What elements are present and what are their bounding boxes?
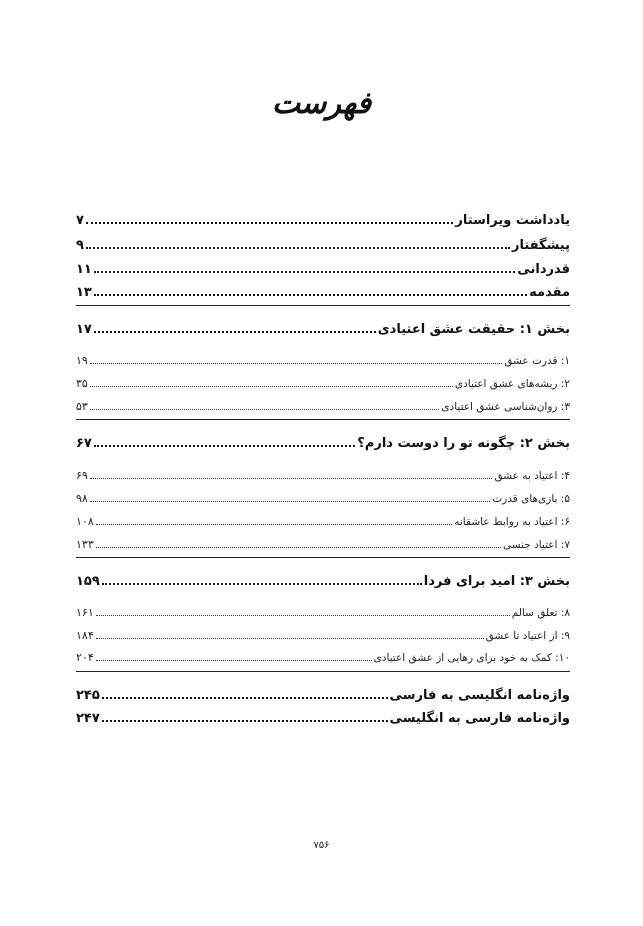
toc-entry[interactable]: [76, 280, 570, 300]
entry-label: پیشگفتار: [511, 238, 570, 253]
entry-label: یادداشت ویراستار: [455, 213, 570, 228]
entry-label: واژه‌نامه فارسی به انگلیسی: [389, 711, 570, 726]
page-number: ۷۵۶: [313, 840, 330, 851]
toc-entry[interactable]: [76, 462, 570, 482]
section-divider: [76, 419, 570, 420]
toc-entry[interactable]: [76, 208, 570, 228]
entry-label: ۱۰: کمک به خود برای رهایی از عشق اعتیادی: [373, 652, 570, 664]
entry-page: ۷: [76, 213, 84, 228]
toc-entry[interactable]: [76, 683, 570, 703]
entry-page: ۱۹: [76, 354, 88, 367]
dot-leader: [90, 363, 502, 364]
entry-label: ۵: بازی‌های قدرت: [492, 493, 570, 505]
toc-entry[interactable]: [76, 531, 570, 551]
entry-page: ۲۴۵: [76, 688, 100, 703]
toc-entry[interactable]: [76, 257, 570, 277]
entry-page: ۹: [76, 238, 84, 253]
entry-label: بخش ۳: امید برای فردا: [423, 574, 570, 589]
dot-leader: [96, 615, 510, 616]
entry-page: ۳۵: [76, 377, 88, 390]
dot-leader: [94, 271, 515, 273]
entry-page: ۲۴۷: [76, 711, 100, 726]
dot-leader: [86, 222, 453, 224]
dot-leader: [96, 638, 484, 639]
toc-entry[interactable]: [76, 347, 570, 367]
entry-label: ۴: اعتیاد به عشق: [494, 470, 570, 482]
entry-label: بخش ۱: حقیقت عشق اعتیادی: [377, 322, 570, 337]
toc-part-heading[interactable]: [76, 569, 570, 589]
dot-leader: [90, 386, 453, 387]
entry-page: ۱۰۸: [76, 515, 94, 528]
toc-entry[interactable]: [76, 622, 570, 642]
dot-leader: [102, 583, 422, 585]
dot-leader: [94, 294, 527, 296]
entry-label: مقدمه: [529, 285, 570, 300]
section-divider: [76, 671, 570, 672]
entry-page: ۱۳: [76, 285, 92, 300]
toc-entry[interactable]: [76, 644, 570, 664]
toc-entry[interactable]: [76, 508, 570, 528]
dot-leader: [96, 660, 372, 661]
entry-page: ۱۵۹: [76, 574, 100, 589]
entry-page: ۱۳۳: [76, 538, 94, 551]
entry-page: ۶۹: [76, 469, 88, 482]
entry-page: ۱۸۴: [76, 629, 94, 642]
entry-label: بخش ۲: چگونه تو را دوست دارم؟: [357, 436, 570, 451]
entry-page: ۱۱: [76, 262, 92, 277]
dot-leader: [90, 501, 490, 502]
toc-entry[interactable]: [76, 706, 570, 726]
entry-label: ۸: تعلق سالم: [511, 607, 570, 619]
entry-page: ۱۶۱: [76, 606, 94, 619]
entry-page: ۱۷: [76, 322, 92, 337]
dot-leader: [102, 697, 388, 699]
entry-label: ۲: ریشه‌های عشق اعتیادی: [454, 378, 570, 390]
page-title: فهرست: [271, 86, 372, 121]
toc-entry[interactable]: [76, 233, 570, 253]
entry-label: ۱: قدرت عشق: [504, 355, 570, 367]
dot-leader: [102, 720, 388, 722]
section-divider: [76, 305, 570, 306]
entry-label: ۷: اعتیاد جنسی: [502, 539, 570, 551]
entry-page: ۶۷: [76, 436, 92, 451]
toc-entry[interactable]: [76, 370, 570, 390]
dot-leader: [90, 478, 493, 479]
section-divider: [76, 557, 570, 558]
dot-leader: [86, 247, 510, 249]
toc-part-heading[interactable]: [76, 431, 570, 451]
dot-leader: [90, 409, 439, 410]
entry-label: ۳: روان‌شناسی عشق اعتیادی: [441, 401, 570, 413]
entry-label: ۶: اعتیاد به روابط عاشقانه: [454, 516, 570, 528]
dot-leader: [96, 547, 501, 548]
toc-entry[interactable]: [76, 393, 570, 413]
entry-label: واژه‌نامه انگلیسی به فارسی: [389, 688, 570, 703]
dot-leader: [96, 524, 453, 525]
entry-page: ۹۸: [76, 492, 88, 505]
dot-leader: [94, 445, 355, 447]
dot-leader: [94, 331, 376, 333]
entry-label: ۹: از اعتیاد تا عشق: [485, 630, 570, 642]
entry-page: ۲۰۴: [76, 651, 94, 664]
toc-part-heading[interactable]: [76, 317, 570, 337]
entry-page: ۵۳: [76, 400, 88, 413]
entry-label: قدردانی: [517, 262, 570, 277]
toc-entry[interactable]: [76, 485, 570, 505]
toc-entry[interactable]: [76, 599, 570, 619]
